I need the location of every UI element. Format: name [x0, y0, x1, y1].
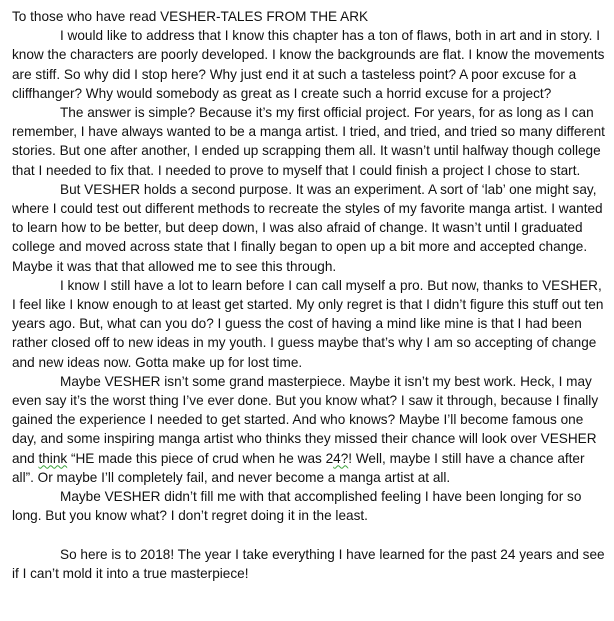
document-title: To those who have read VESHER-TALES FROM THE ARK: [12, 9, 369, 24]
paragraph-1: I would like to address that I know this chapter has a ton of flaws, both in art and in story. I know the characters are poorly developed. I know the backgrounds are flat. I know the movements are stiff. So why did I stop here? Why just end it at such a tasteless point? A poor excuse for a cliffhanger? Why would somebody as great as I create such a horrid excuse for a project?: [12, 28, 605, 101]
paragraph-5: [12, 372, 606, 487]
paragraph-4: I know I still have a lot to learn before I can call myself a pro. But now, thanks to VESHER, I feel like I know enough to at least get started. My only regret is that I didn’t figure this stuff out ten years ago. But, what can you do? I guess the cost of having a mind like mine is that I had been rather closed off to new ideas in my youth. I guess maybe that’s why I am so accepting of change and new ideas now. Gotta make up for lost time.: [12, 277, 604, 370]
paragraph-5-end: ! Well, maybe I still have a chance after all”. Or maybe I’ll completely fail, and never become a manga artist at all.: [12, 450, 585, 485]
paragraph-5-start: Maybe VESHER isn’t some grand masterpiece. Maybe it isn’t my best work. Heck, I may even say it’s the worst thing I’ve ever done. But you know what? I saw it through, because I finally gained the experience I needed to get started. And who knows? Maybe I’ll become famous one day, and some inspiring manga artist who thinks they missed their chance will look over VESHER and: [12, 373, 599, 466]
paragraph-7: So here is to 2018! The year I take everything I have learned for the past 24 years and see if I can’t mold it into a true masterpiece!: [12, 546, 605, 581]
paragraph-6: Maybe VESHER didn’t fill me with that accomplished feeling I have been longing for so long. But you know what? I don’t regret doing it in the least.: [12, 489, 582, 524]
paragraph-5-middle: “HE made this piece of crud when he was 2: [67, 450, 334, 466]
paragraph-2: The answer is simple? Because it’s my first official project. For years, for as long as I can remember, I have always wanted to be a manga artist. I tried, and tried, and tried so many different stories. But one after another, I ended up scrapping them all. It wasn’t until halfway though college that I needed to fix that. I needed to prove to myself that I could finish a project I chose to start.: [12, 105, 605, 178]
grammar-flagged-text: 4?: [333, 450, 349, 466]
grammar-flagged-word: think: [38, 450, 68, 466]
paragraph-3: But VESHER holds a second purpose. It was an experiment. A sort of ‘lab’ one might say, where I could test out different methods to recreate the styles of my favorite manga artist. I wanted to learn how to be better, but deep down, I was also afraid of change. It wasn’t until I graduated college and moved across state that I finally began to open up a bit more and accepted change. Maybe it was that that allowed me to see this through.: [12, 181, 603, 274]
document-body: [12, 7, 606, 583]
